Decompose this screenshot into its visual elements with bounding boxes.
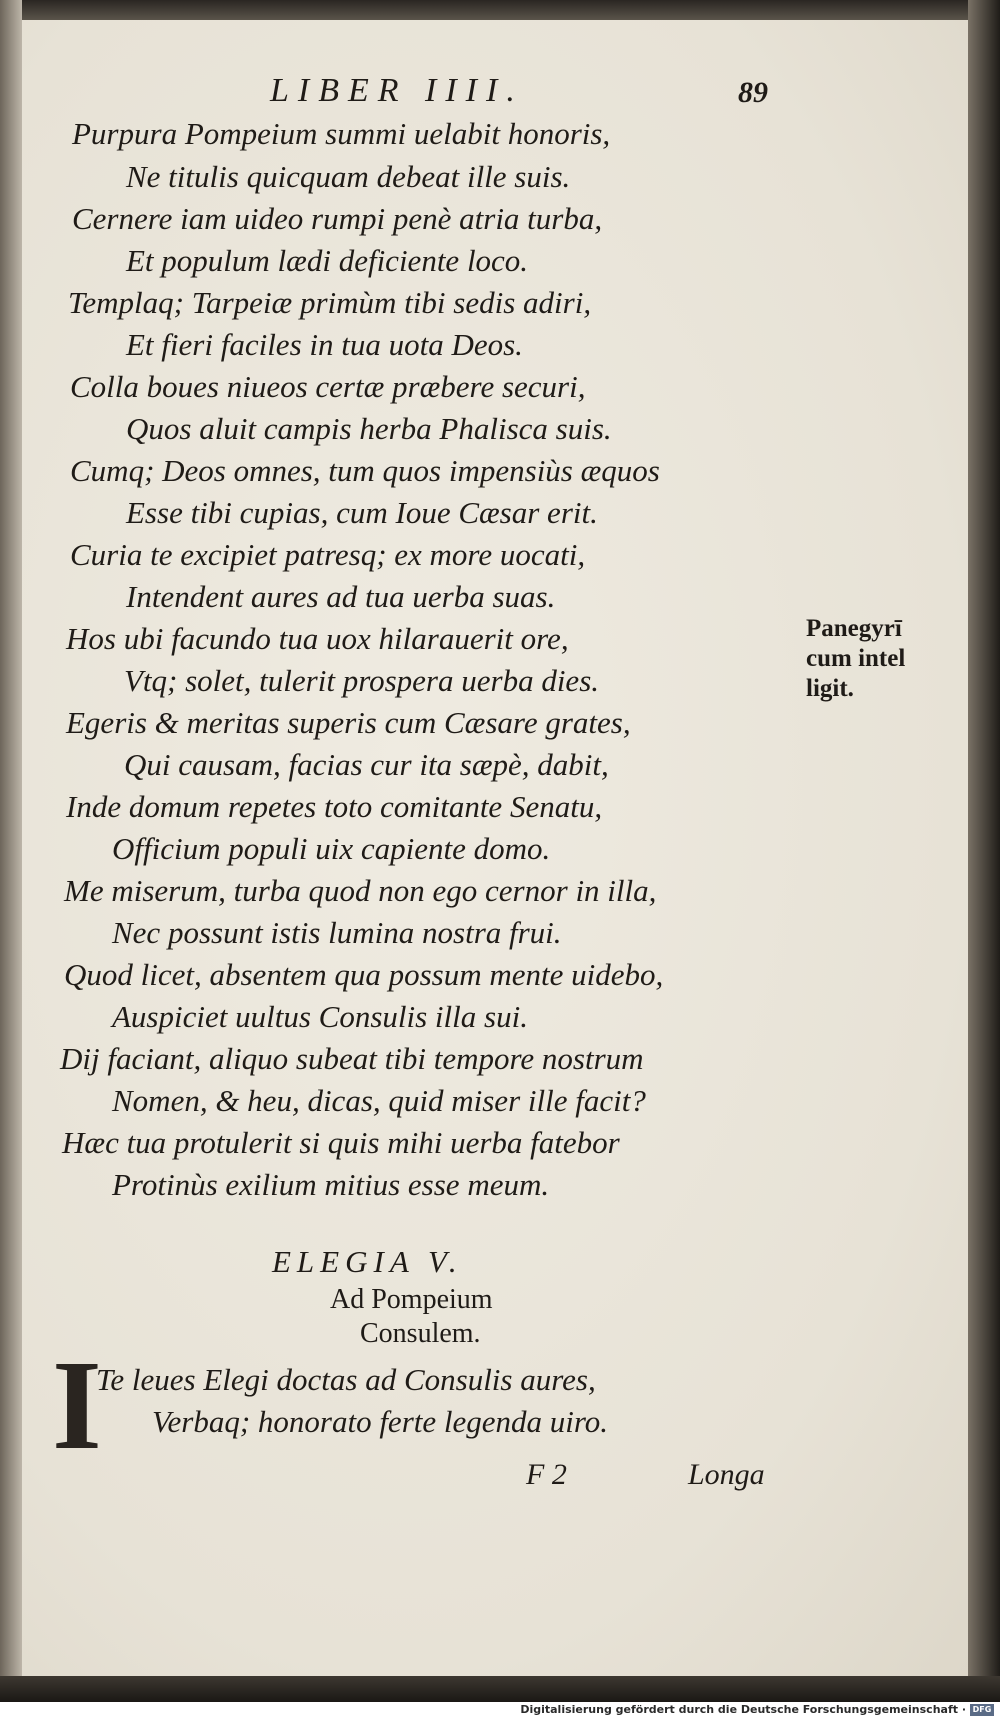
book-edge-left <box>0 0 22 1700</box>
margin-note-line: ligit. <box>806 675 854 702</box>
elegy-line: Te leues Elegi doctas ad Consulis aures, <box>96 1362 596 1397</box>
margin-note <box>806 614 905 704</box>
elegy-heading: ELEGIA V. <box>272 1244 463 1279</box>
verse-line: Curia te excipiet patresq; ex more uocati, <box>70 537 586 572</box>
elegy-line: Verbaq; honorato ferte legenda uiro. <box>152 1404 609 1439</box>
verse-line: Esse tibi cupias, cum Ioue Cæsar erit. <box>126 495 598 530</box>
margin-note-line: cum intel <box>806 645 906 672</box>
verse-line: Ne titulis quicquam debeat ille suis. <box>126 159 571 194</box>
verse-line: Cernere iam uideo rumpi penè atria turba, <box>72 201 603 236</box>
verse-line: Inde domum repetes toto comitante Senatu, <box>66 789 603 824</box>
running-head: LIBER IIII. <box>270 72 524 109</box>
verse-line: Auspiciet uultus Consulis illa sui. <box>112 999 528 1034</box>
margin-note-line: Panegyrī <box>806 615 902 642</box>
elegy-subtitle: Ad Pompeium <box>330 1284 493 1315</box>
verse-line: Quos aluit campis herba Phalisca suis. <box>126 411 612 446</box>
catchword: Longa <box>688 1458 765 1491</box>
verse-line: Hæc tua protulerit si quis mihi uerba fatebor <box>62 1125 620 1160</box>
verse-line: Vtq; solet, tulerit prospera uerba dies. <box>124 663 600 698</box>
book-edge-top <box>0 0 1000 20</box>
verse-line: Protinùs exilium mitius esse meum. <box>112 1167 550 1202</box>
verse-line: Dij faciant, aliquo subeat tibi tempore nostrum <box>60 1041 644 1076</box>
verse-line: Quod licet, absentem qua possum mente uidebo, <box>64 957 664 992</box>
page-number: 89 <box>738 76 768 109</box>
verse-line: Templaq; Tarpeiæ primùm tibi sedis adiri, <box>68 285 592 320</box>
verse-line: Et populum lædi deficiente loco. <box>126 243 529 278</box>
elegy-subtitle: Consulem. <box>360 1318 481 1349</box>
verse-line: Et fieri faciles in tua uota Deos. <box>126 327 523 362</box>
signature-mark: F 2 <box>526 1458 567 1491</box>
digitization-credit: Digitalisierung gefördert durch die Deutsche Forschungsgemeinschaft · <box>520 1703 966 1716</box>
book-edge-right <box>968 0 1000 1700</box>
verse-line: Me miserum, turba quod non ego cernor in illa, <box>64 873 657 908</box>
verse-line: Nec possunt istis lumina nostra frui. <box>112 915 562 950</box>
dfg-logo: DFG <box>970 1704 994 1716</box>
verse-line: Egeris & meritas superis cum Cæsare grates, <box>66 705 631 740</box>
verse-line: Purpura Pompeium summi uelabit honoris, <box>72 116 611 151</box>
verse-line: Cumq; Deos omnes, tum quos impensiùs æquos <box>70 453 660 488</box>
verse-line: Qui causam, facias cur ita sæpè, dabit, <box>124 747 609 782</box>
verse-line: Nomen, & heu, dicas, quid miser ille facit? <box>112 1083 646 1118</box>
verse-line: Colla boues niueos certæ præbere securi, <box>70 369 586 404</box>
verse-line: Intendent aures ad tua uerba suas. <box>126 579 556 614</box>
verse-line: Hos ubi facundo tua uox hilarauerit ore, <box>66 621 569 656</box>
drop-cap: I <box>52 1334 102 1476</box>
verse-line: Officium populi uix capiente domo. <box>112 831 551 866</box>
